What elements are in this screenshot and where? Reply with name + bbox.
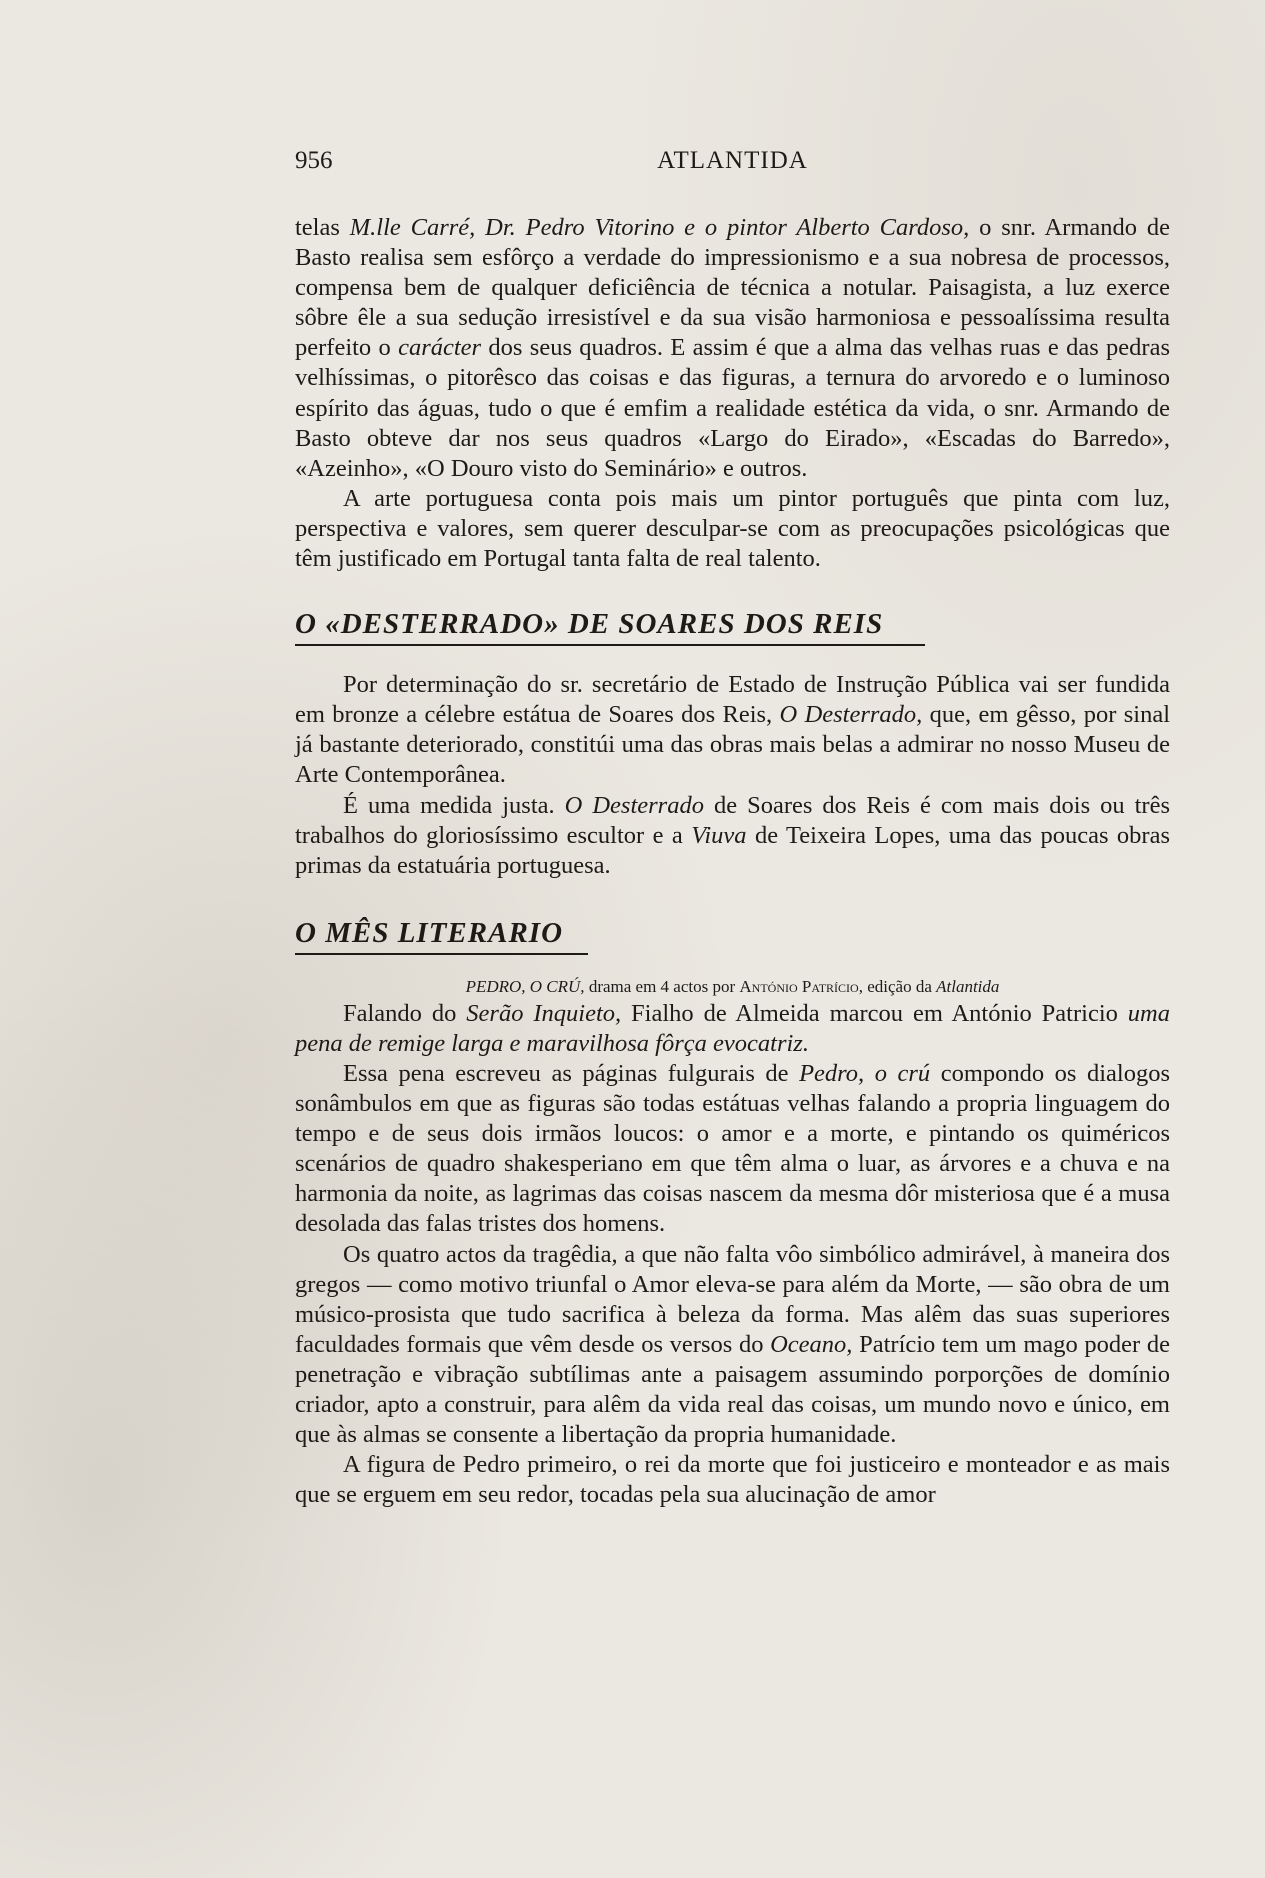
italic-text: M.lle Carré, Dr. Pedro Vitorino e o pintor Alberto Cardoso,	[349, 214, 970, 241]
book-publisher: Atlantida	[936, 976, 1000, 996]
paragraph-figura-pedro: A figura de Pedro primeiro, o rei da morte que foi justiceiro e monteador e as mais que se erguem em seu redor, tocadas pela sua alucinação de amor	[295, 1451, 1170, 1509]
book-author: António Patrício	[739, 976, 859, 996]
italic-text: carácter	[398, 334, 482, 362]
italic-text: Viuva	[691, 821, 747, 849]
paragraph-essa-pena: Essa pena escreveu as páginas fulgurais de Pedro, o crú compondo os dialogos sonâmbulos em que as figuras são todas estátuas velhas falando a propria linguagem do tempo e de seus dois irmãos loucos: o amor e a morte, e pintando os quiméricos scenários de quadro shakesperiano em que têm alma o luar, as árvores e a chuva e na harmonia da noite, as lagrimas das coisas nascem da mesma dôr misteriosa que é a musa desolada das falas tristes dos homens.	[295, 1059, 1171, 1238]
italic-text: Serão Inquieto,	[466, 999, 622, 1027]
running-title: ATLANTIDA	[657, 147, 808, 174]
paragraph-armando-basto: telas M.lle Carré, Dr. Pedro Vitorino e o pintor Alberto Cardoso, o snr. Armando de Basto realisa sem esfôrço a verdade do impressionismo e a sua nobresa de processos, compensa bem de qualquer deficiência de técnica a notular. Paisagista, a luz exerce sôbre êle a sua sedução irresistível e da sua visão harmoniosa e pessoalíssima resulta perfeito o carácter dos seus quadros. E assim é que a alma das velhas ruas e das pedras velhíssimas, o pitorêsco das coisas e das figuras, a ternura do arvoredo e o luminoso espírito das águas, tudo o que é emfim a realidade estética da vida, o snr. Armando de Basto obteve dar nos seus quadros «Largo do Eirado», «Escadas do Barredo», «Azeinho», «O Douro visto do Seminário» e outros.	[295, 214, 1170, 482]
review-citation: PEDRO, O CRÚ, drama em 4 actos por António Patrício, edição da Atlantida	[465, 976, 1000, 996]
italic-text: O Desterrado	[564, 791, 704, 819]
italic-text: uma pena de remige larga e maravilhosa fôrça evocatriz.	[295, 999, 1170, 1057]
paragraph-quatro-actos: Os quatro actos da tragêdia, a que não falta vôo simbólico admirável, à maneira dos gregos — como motivo triunfal o Amor eleva-se para além da Morte, — são obra de um músico-prosista que tudo sacrifica à beleza da forma. Mas alêm das suas superiores faculdades formais que vêm desde os versos do Oceano, Patrício tem um mago poder de penetração e vibração subtílimas ante a paisagem assumindo porporções de domínio criador, apto a construir, para alêm da vida real das coisas, um mundo novo e único, em que às almas se consente a libertação da propria humanidade.	[295, 1240, 1170, 1449]
paragraph-determinacao: Por determinação do sr. secretário de Estado de Instrução Pública vai ser fundida em bronze a célebre estátua de Soares dos Reis, O Desterrado, que, em gêsso, por sinal já bastante deteriorado, constitúi uma das obras mais belas a admirar no nosso Museu de Arte Contemporânea.	[295, 671, 1171, 789]
page-body	[295, 213, 1170, 1510]
page-header	[295, 147, 1170, 177]
paragraph-arte-portuguesa: A arte portuguesa conta pois mais um pintor português que pinta com luz, perspectiva e valores, sem querer desculpar-se com as preocupações psicológicas que têm justificado em Portugal tanta falta de real talento.	[295, 484, 1170, 573]
heading-underline	[295, 953, 588, 955]
book-title: PEDRO, O CRÚ,	[465, 976, 585, 996]
heading-underline	[295, 644, 925, 646]
paragraph-serao-inquieto: Falando do Serão Inquieto, Fialho de Almeida marcou em António Patricio uma pena de remige larga e maravilhosa fôrça evocatriz.	[295, 999, 1170, 1057]
paragraph-medida-justa: É uma medida justa. O Desterrado de Soares dos Reis é com mais dois ou três trabalhos do gloriosíssimo escultor e a Viuva de Teixeira Lopes, uma das poucas obras primas da estatuária portuguesa.	[295, 791, 1170, 879]
italic-text: O Desterrado,	[779, 701, 923, 729]
section-heading-mes-literario: O MÊS LITERARIO	[295, 916, 564, 949]
section-heading-desterrado: O «DESTERRADO» DE SOARES DOS REIS	[295, 608, 884, 641]
italic-text: Pedro, o crú	[799, 1059, 931, 1087]
italic-text: Oceano,	[770, 1330, 853, 1358]
page-number: 956	[295, 147, 333, 174]
